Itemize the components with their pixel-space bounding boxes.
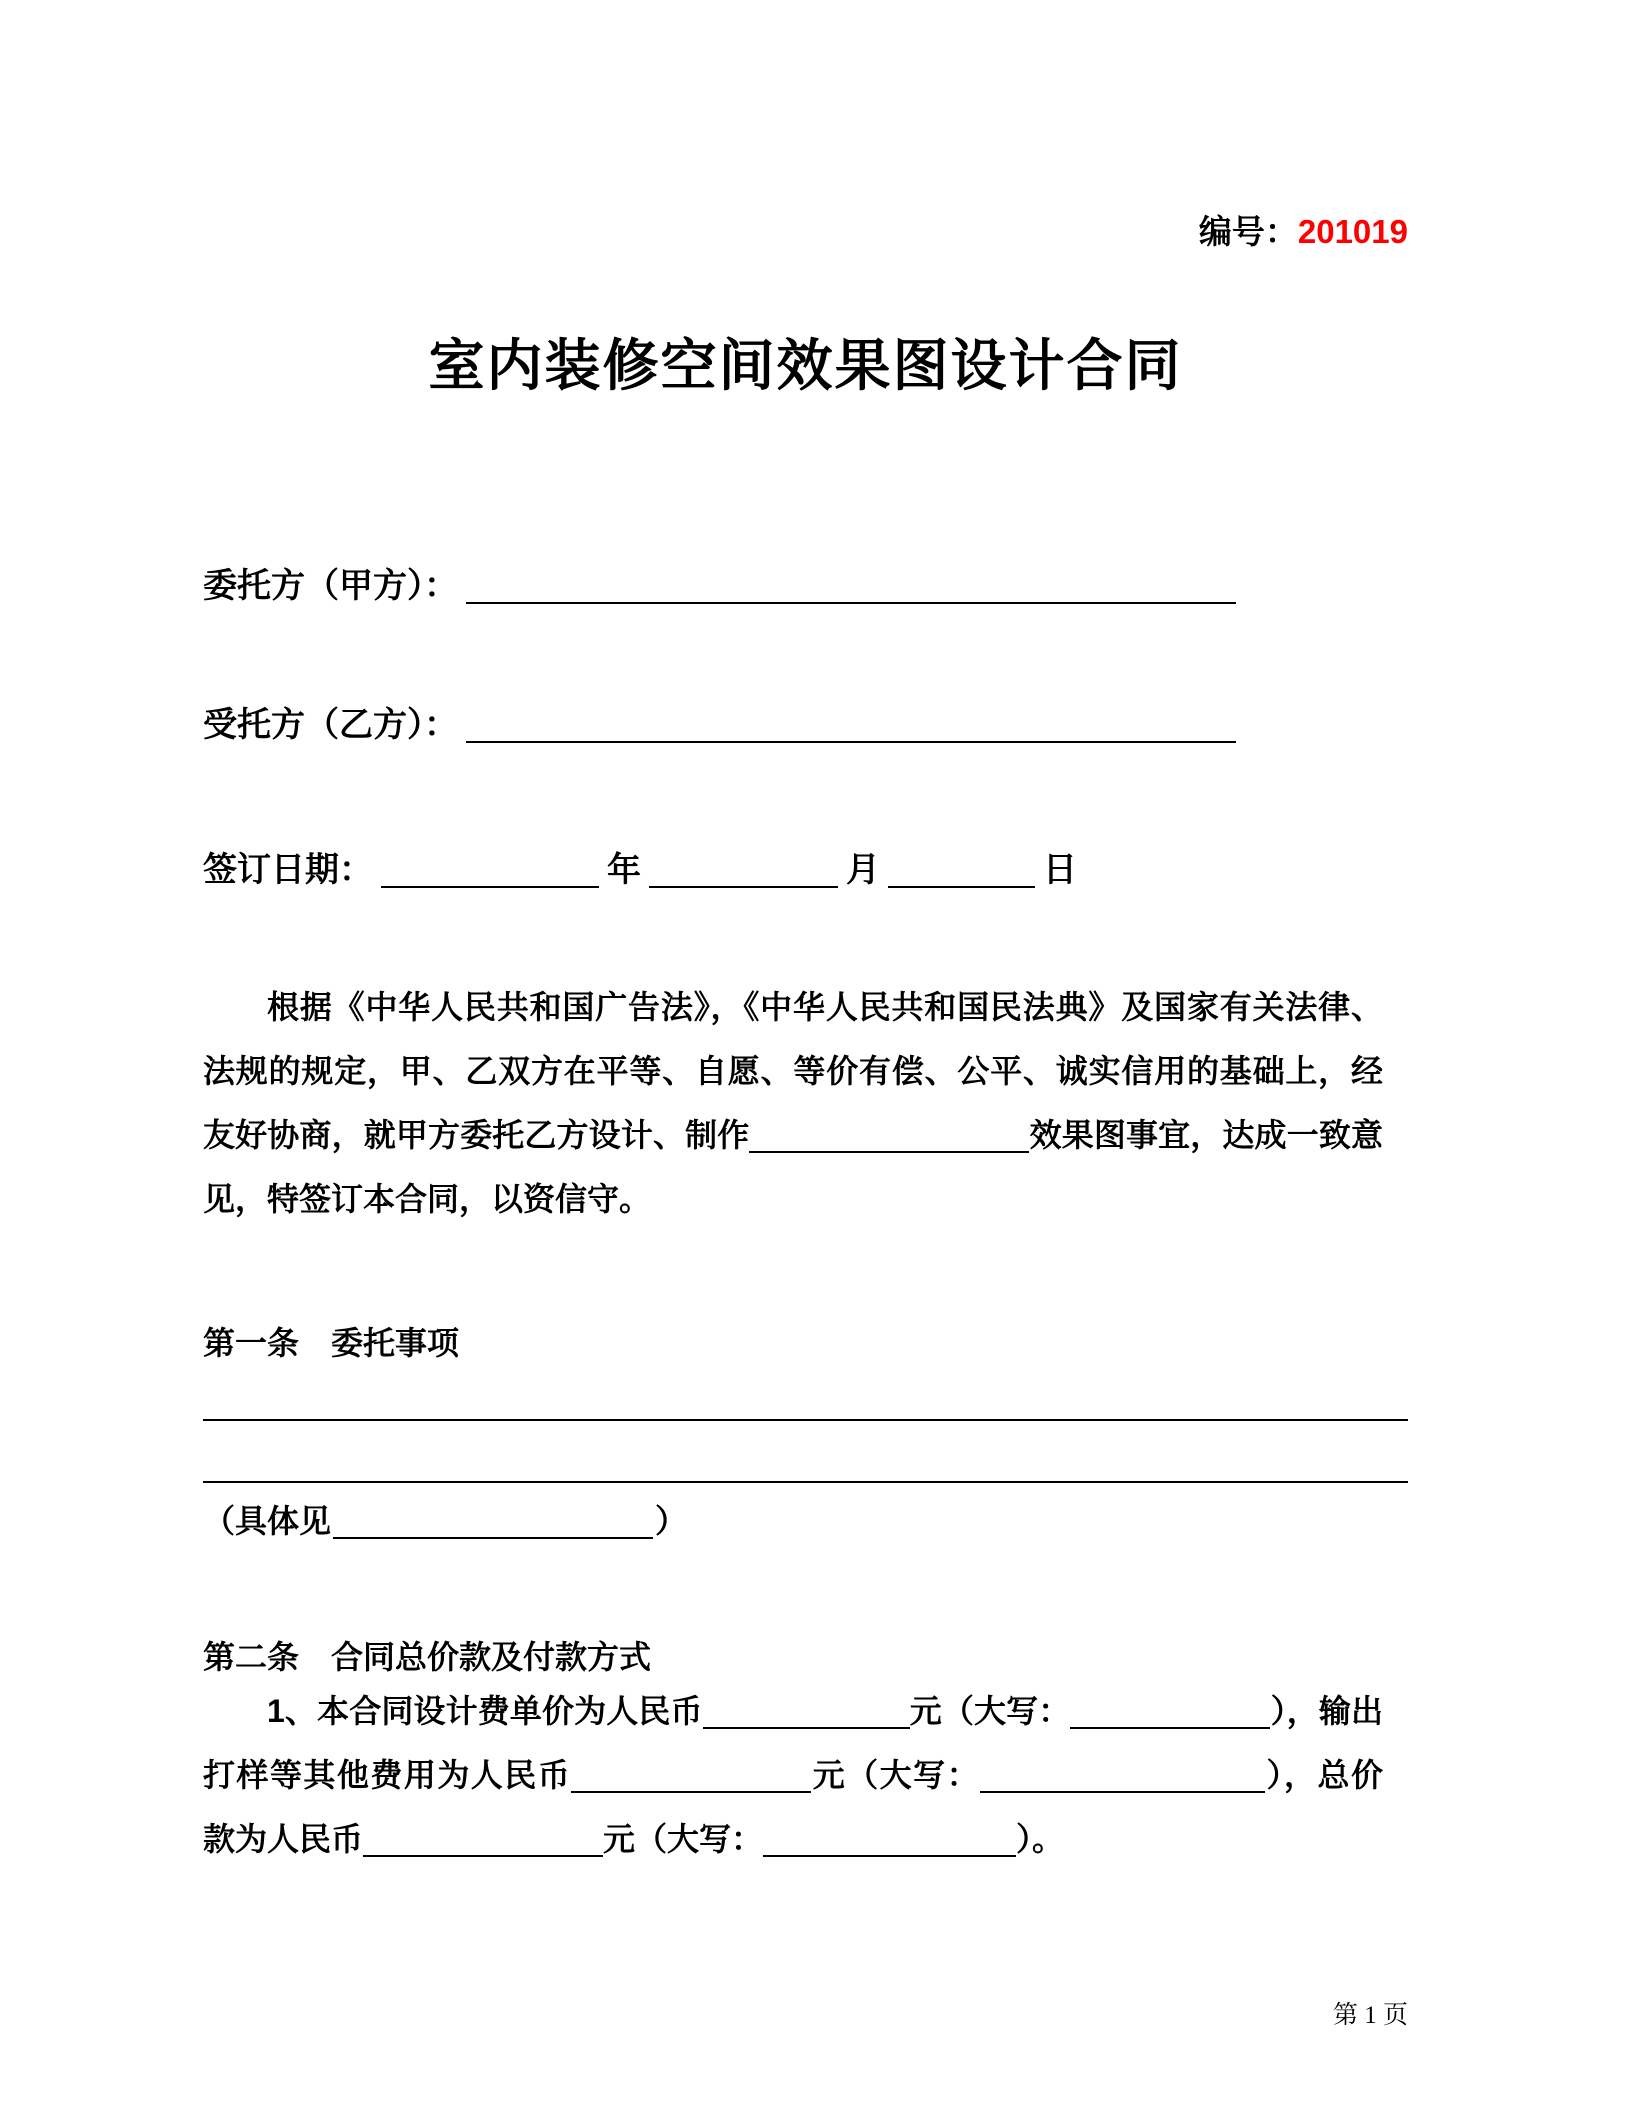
preamble-paragraph [203, 975, 1383, 1231]
doc-number-value: 201019 [1297, 213, 1408, 250]
sign-date-label: 签订日期： [203, 851, 373, 889]
design-fee-capital-input[interactable] [1070, 1727, 1270, 1729]
sign-date-row [203, 848, 1408, 899]
detail-attachment-input[interactable] [333, 1537, 653, 1539]
sign-date-month-input[interactable] [649, 886, 838, 888]
clause-seg-7: ）。 [1016, 1821, 1065, 1857]
party-a-label: 委托方（甲方）： [203, 567, 458, 605]
sign-date-day-input[interactable] [888, 886, 1035, 888]
preamble-subject-input[interactable] [749, 1151, 1029, 1153]
preamble-text-after: 效果图事宜，达成一致意见，特签订本合同，以资信守。 [203, 1117, 1383, 1217]
month-label: 月 [846, 851, 880, 889]
article-1-fill-line-2[interactable] [203, 1481, 1408, 1483]
clause-seg-5: ），总价款为人民币 [203, 1757, 1383, 1857]
party-a-row [203, 564, 1408, 615]
doc-number [203, 210, 1408, 254]
party-b-row [203, 703, 1408, 754]
total-price-capital-input[interactable] [763, 1855, 1016, 1857]
party-b-input[interactable] [466, 741, 1236, 743]
preamble-text-before: 根据《中华人民共和国广告法》，《中华人民共和国民法典》及国家有关法律、法规的规定，甲、乙双方在平等、自愿、等价有偿、公平、诚实信用的基础上，经友好协商，就甲方委托乙方设计、制作 [203, 989, 1383, 1153]
detail-prefix: （具体见 [203, 1503, 332, 1539]
clause-seg-3: ），输出打样等其他费用为人民币 [203, 1693, 1383, 1793]
design-fee-unit-price-input[interactable] [703, 1727, 910, 1729]
clause-seg-1: 1、本合同设计费单价为人民币 [267, 1693, 703, 1729]
article-2-heading: 第二条 合同总价款及付款方式 [203, 1639, 652, 1675]
other-fee-input[interactable] [571, 1791, 811, 1793]
sign-date-year-input[interactable] [381, 886, 599, 888]
detail-suffix: ） [655, 1503, 688, 1539]
article-1-fill-line-1[interactable] [203, 1419, 1408, 1421]
article-1-detail-row [203, 1499, 1408, 1543]
clause-seg-2: 元（大写： [909, 1693, 1071, 1729]
article-2-clause-1 [203, 1679, 1383, 1871]
clause-seg-6: 元（大写： [603, 1821, 764, 1857]
clause-seg-4: 元（大写： [811, 1757, 981, 1793]
total-price-input[interactable] [363, 1855, 603, 1857]
doc-number-label: 编号： [1198, 213, 1298, 250]
contract-title: 室内装修空间效果图设计合同 [428, 334, 1183, 397]
day-label: 日 [1043, 851, 1077, 889]
party-a-input[interactable] [466, 602, 1236, 604]
article-1-heading: 第一条 委托事项 [203, 1325, 460, 1361]
other-fee-capital-input[interactable] [980, 1791, 1265, 1793]
page-number: 第 1 页 [1332, 2002, 1408, 2029]
party-b-label: 受托方（乙方）： [203, 706, 458, 744]
year-label: 年 [607, 851, 641, 889]
